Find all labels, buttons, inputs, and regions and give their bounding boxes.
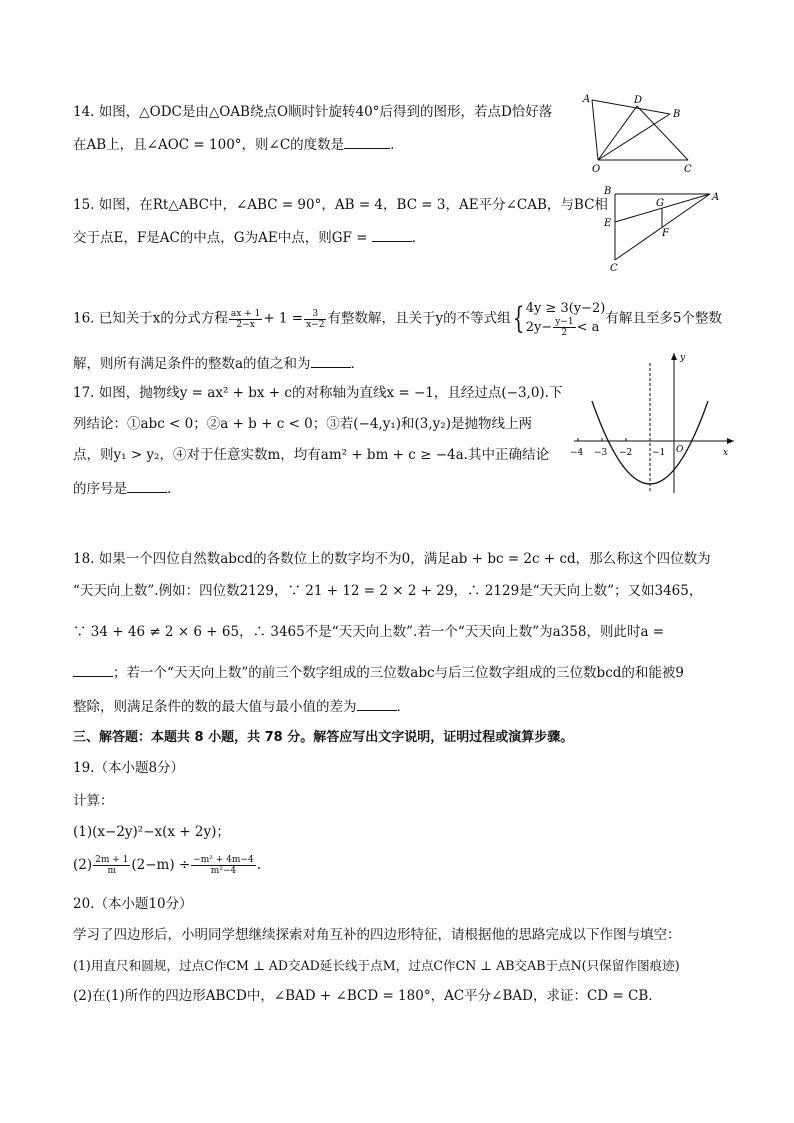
q16-ineq2 [526, 317, 606, 338]
q14-label-a: A [583, 94, 591, 105]
q14-line2-text: 在AB上，且∠AOC = 100°，则∠C的度数是 [73, 137, 345, 153]
section3-heading: 三、解答题：本题共 8 小题，共 78 分。解答应写出文字说明，证明过程或演算步骤。 [73, 730, 574, 745]
q14-seg-ab [592, 100, 670, 114]
q19-intro: 计算： [73, 793, 114, 809]
q17-line3: 点，则y₁ > y₂，④对于任意实数m，均有am² + bm + c ≥ −4a.其中正确结论 [73, 447, 549, 463]
q17-line1: 17. 如图，抛物线y = ax² + bx + c的对称轴为直线x = −1，且经过点(−3,0).下 [73, 385, 563, 401]
q18-line1: 18. 如果一个四位自然数abcd的各数位上的数字均不为0，满足ab + bc = 2c + cd，那么称这个四位数为 [73, 551, 711, 567]
q16-frac2-den: x−2 [306, 319, 325, 330]
q19-frac1 [93, 855, 130, 876]
q20-part2: (2)在(1)所作的四边形ABCD中，∠BAD + ∠BCD = 180°，AC平分∠BAD，求证：CD = CB． [73, 988, 662, 1004]
q17-x-arrow [727, 438, 734, 444]
q17-tick-label-neg4: −4 [570, 448, 584, 458]
q16-brace: { [512, 301, 524, 336]
q16-mid2: 有整数解，且关于y的不等式组 [327, 310, 511, 327]
q14-figure [578, 90, 698, 180]
q20-part1: (1)用直尺和圆规，过点C作CM ⊥ AD交AD延长线于点M，过点C作CN ⊥ AB交AB于点N(只保留作图痕迹) [73, 958, 680, 973]
q15-answer-blank[interactable] [372, 227, 412, 242]
q16-mid1: + 1 = [263, 310, 304, 327]
q17-graph [566, 345, 738, 495]
q19-frac2-den: m²−4 [210, 866, 237, 876]
q18-line3: ∵ 34 + 46 ≠ 2 × 6 + 65，∴ 3465不是“天天向上数”.若一个“天天向上数”为a358，则此时a = [73, 624, 665, 640]
q16-frac1-num: ax + 1 [230, 308, 261, 319]
q16-frac1-den: 2−x [236, 319, 255, 330]
q16-post: 有解且至多5个整数 [605, 310, 722, 327]
q17-answer-blank[interactable] [127, 478, 167, 493]
q16-system [526, 300, 606, 338]
q20-title: 20.（本小题10分） [73, 896, 193, 912]
q14-line2 [73, 134, 404, 154]
q16-frac3 [553, 317, 575, 338]
q19-frac2-num: −m² + 4m−4 [193, 855, 254, 865]
q19-frac2 [191, 855, 255, 876]
q15-figure [598, 182, 728, 274]
q14-answer-blank[interactable] [344, 134, 390, 149]
q15-label-c: C [610, 263, 618, 274]
q14-label-o: O [592, 164, 601, 175]
q18-end: ． [396, 699, 410, 715]
q16-frac3-den: 2 [561, 328, 568, 338]
q19-part2-pre: (2) [73, 857, 93, 873]
q18-line4 [73, 662, 684, 682]
q17-y-arrow [671, 353, 677, 360]
q18-answer-blank-a[interactable] [73, 662, 113, 677]
q17-line4-text: 的序号是 [73, 481, 127, 497]
q18-line5 [73, 696, 410, 716]
q17-tick-label-neg1: −1 [652, 448, 666, 458]
q19-part1: (1)(x−2y)²−x(x + 2y)； [73, 824, 230, 840]
q17-end: ． [167, 481, 181, 497]
q14-line1: 14. 如图，△ODC是由△OAB绕点O顺时针旋转40°后得到的图形，若点D恰好落 [73, 104, 553, 120]
q19-title: 19.（本小题8分） [73, 760, 185, 776]
q18-line2: “天天向上数”.例如：四位数2129，∵ 21 + 12 = 2 × 2 + 29，∴ 2129是“天天向上数”；又如3465， [73, 583, 703, 599]
q14-label-c: C [684, 164, 692, 175]
q15-end: ． [411, 230, 426, 246]
q16-end: ． [350, 356, 365, 372]
q15-label-e: E [604, 218, 612, 229]
q14-seg-od [598, 106, 637, 160]
q14-seg-ob [598, 114, 670, 160]
q15-label-a: A [712, 192, 720, 203]
q16-frac1 [229, 309, 262, 330]
q16-answer-blank[interactable] [311, 353, 351, 368]
q16-ineq1: 4y ≥ 3(y−2) [525, 301, 606, 316]
q16-line2 [73, 353, 364, 373]
q15-line2-text: 交于点E，F是AC的中点，G为AE中点，则GF = [73, 230, 368, 246]
q18-line4-text: ；若一个“天天向上数”的前三个数字组成的三位数abc与后三位数字组成的三位数bcd的和能被9 [113, 665, 684, 681]
q16-ineq2-post: < a [576, 320, 600, 335]
q17-line2: 列结论：①abc < 0；②a + b + c < 0；③若(−4,y₁)和(3,y₂)是抛物线上两 [73, 416, 532, 432]
q17-line4 [73, 478, 181, 498]
q17-y-label: y [680, 353, 686, 363]
q16-line1 [73, 300, 722, 338]
q15-line1: 15. 如图，在Rt△ABC中，∠ABC = 90°，AB = 4，BC = 3，AE平分∠CAB，与BC相 [73, 197, 608, 213]
q17-tick-label-neg3: −3 [594, 448, 608, 458]
q18-line5-text: 整除，则满足条件的数的最大值与最小值的差为 [73, 699, 357, 715]
q17-origin-label: O [676, 445, 684, 455]
q14-end: ． [390, 137, 404, 153]
q16-frac3-num: y−1 [555, 317, 574, 327]
q20-intro: 学习了四边形后，小明同学想继续探索对角互补的四边形特征，请根据他的思路完成以下作图与填空： [73, 927, 681, 943]
q17-x-label: x [723, 448, 729, 458]
q19-part2 [73, 852, 261, 878]
q16-frac2 [304, 309, 326, 330]
q19-part2-mid: (2−m) ÷ [131, 857, 191, 873]
q16-ineq2-pre: 2y− [525, 320, 553, 335]
q18-answer-blank-diff[interactable] [357, 696, 397, 711]
q15-label-f: F [662, 228, 669, 239]
q15-line2 [73, 227, 425, 247]
q19-frac1-den: m [107, 866, 117, 876]
q19-part2-end: . [256, 857, 261, 873]
q19-frac1-num: 2m + 1 [95, 855, 129, 865]
q17-tick-label-neg2: −2 [619, 448, 633, 458]
q16-pre: 16. 已知关于x的分式方程 [73, 310, 228, 327]
q14-label-d: D [634, 95, 643, 106]
q15-label-b: B [604, 186, 612, 197]
q16-frac2-num: 3 [304, 309, 326, 320]
q14-label-b: B [673, 109, 681, 120]
q16-line2-text: 解，则所有满足条件的整数a的值之和为 [73, 356, 311, 372]
q14-seg-ao [592, 100, 598, 160]
q15-label-g: G [656, 198, 664, 209]
